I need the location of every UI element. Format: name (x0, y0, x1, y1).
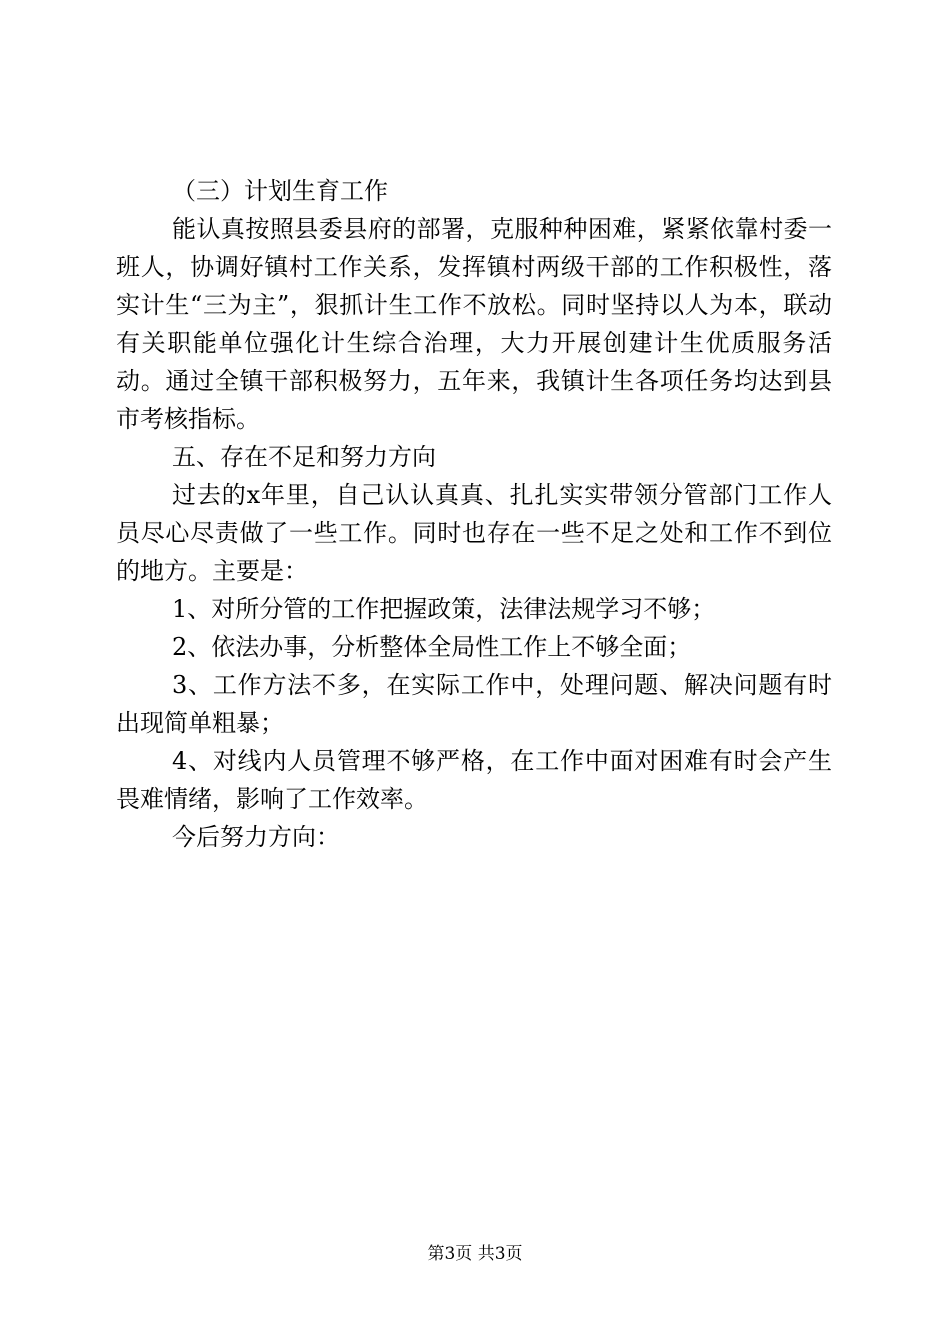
page-footer: 第3页 共3页 (427, 1244, 523, 1264)
list-item-4: 4、对线内人员管理不够严格，在工作中面对困难有时会产生畏难情绪，影响了工作效率。 (116, 747, 832, 813)
document-body (116, 172, 832, 856)
list-item-2: 2、依法办事，分析整体全局性工作上不够全面； (172, 633, 692, 661)
section-heading-family-planning: （三）计划生育工作 (172, 177, 388, 205)
paragraph-family-planning: 能认真按照县委县府的部署，克服种种困难，紧紧依靠村委一班人，协调好镇村工作关系，发挥镇村两级干部的工作积极性，落实计生“三为主”，狠抓计生工作不放松。同时坚持以人为本，联动有关职能单位强化计生综合治理，大力开展创建计生优质服务活动。通过全镇干部积极努力，五年来，我镇计生各项任务均达到县市考核指标。 (116, 215, 832, 433)
paragraph-past-years: 过去的x年里，自己认认真真、扎扎实实带领分管部门工作人员尽心尽责做了一些工作。同时也存在一些不足之处和工作不到位的地方。主要是： (116, 481, 832, 585)
paragraph-future-direction: 今后努力方向： (172, 823, 340, 851)
list-item-3: 3、工作方法不多，在实际工作中，处理问题、解决问题有时出现简单粗暴； (116, 671, 832, 737)
list-item-1: 1、对所分管的工作把握政策，法律法规学习不够； (172, 595, 716, 623)
section-heading-shortcomings: 五、存在不足和努力方向 (172, 443, 436, 471)
